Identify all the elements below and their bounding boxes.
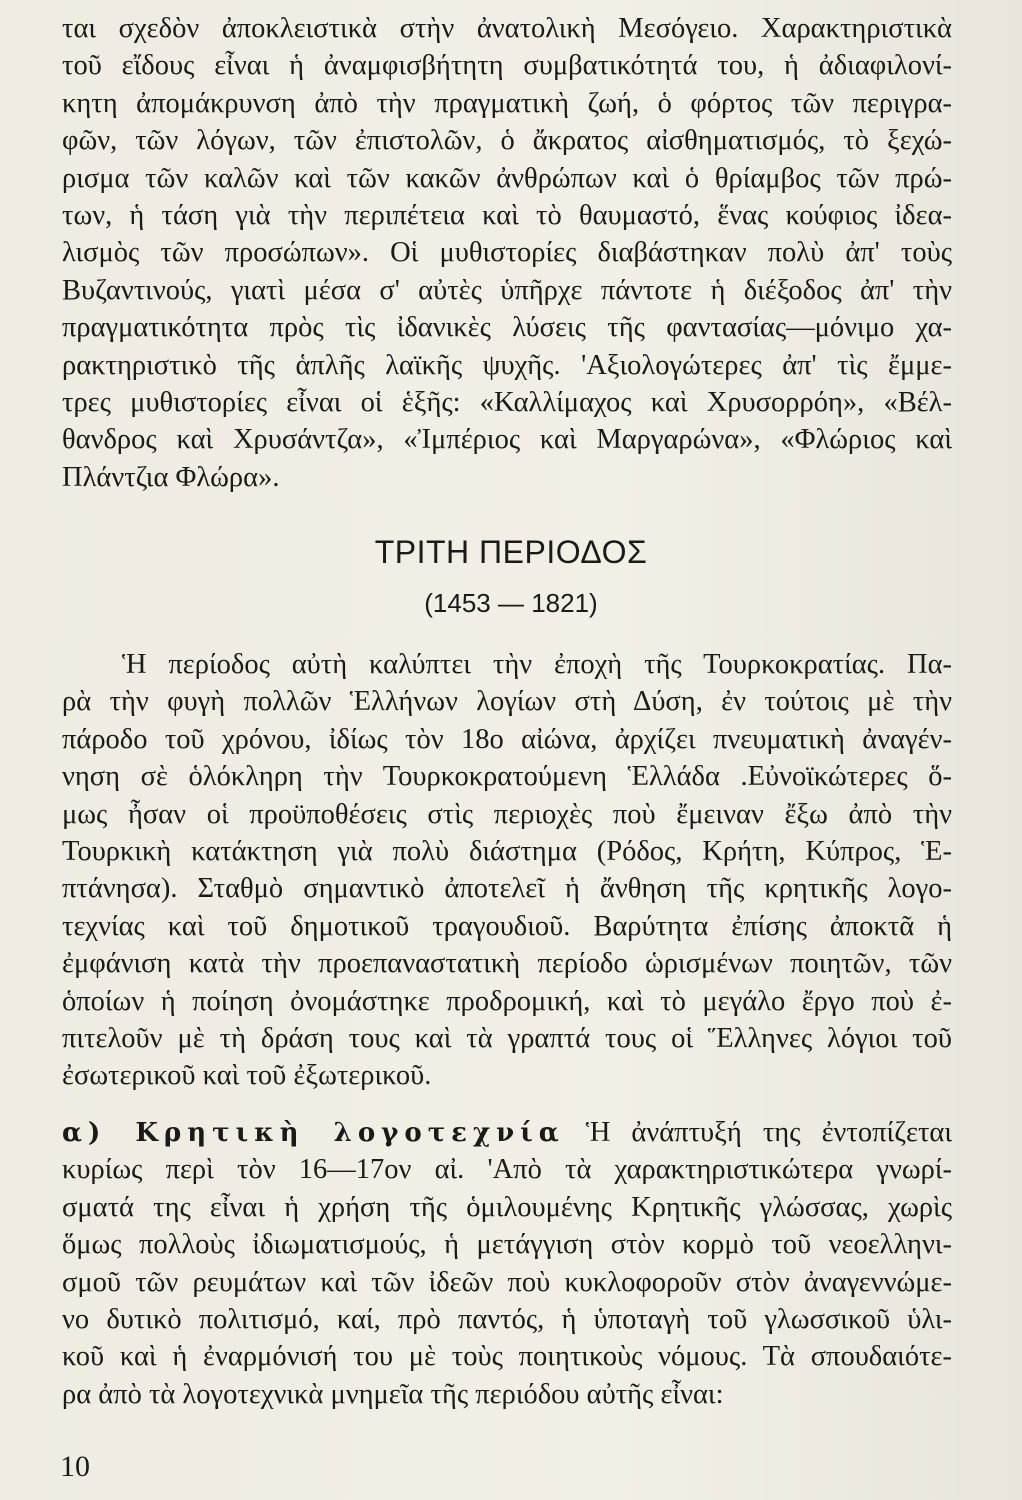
- text-line: ρακτηριστικὸ τῆς ἁπλῆς λαϊκῆς ψυχῆς. 'Αξιολογώτερες ἀπ' τὶς ἔμμε-: [62, 349, 952, 381]
- text-line: κητη ἀπομάκρυνση ἀπὸ τὴν πραγματικὴ ζωή, ὁ φόρτος τῶν περιγρα-: [62, 87, 952, 119]
- text-line: ὁποίων ἡ ποίηση ὀνομάστηκε προδρομική, καὶ τὸ μεγάλο ἔργο ποὺ ἐ-: [62, 985, 952, 1017]
- text-line: φῶν, τῶν λόγων, τῶν ἐπιστολῶν, ὁ ἄκρατος αἰσθηματισμός, τὸ ξεχώ-: [62, 125, 952, 157]
- text-line: σμοῦ τῶν ρευμάτων καὶ τῶν ἰδεῶν ποὺ κυκλοφοροῦν στὸν ἀναγεννώμε-: [62, 1266, 952, 1298]
- text-line: [62, 1114, 952, 1151]
- paragraph-cretan-literature: [62, 1114, 952, 1413]
- text-line: Ἡ περίοδος αὐτὴ καλύπτει τὴν ἐποχὴ τῆς Τουρκοκρατίας. Πα-: [122, 649, 952, 680]
- text-line: Τουρκικὴ κατάκτηση γιὰ πολὺ διάστημα (Ρόδος, Κρήτη, Κύπρος, Ἑ-: [62, 835, 952, 867]
- text-line: σματά της εἶναι ἡ χρήση τῆς ὁμιλουμένης Κρητικῆς γλώσσας, χωρὶς: [62, 1191, 952, 1223]
- text-line: ρα ἀπὸ τὰ λογοτεχνικὰ μνημεῖα τῆς περιόδου αὐτῆς εἶναι:: [62, 1378, 724, 1410]
- subsection-lead: Ἡ ἀνάπτυξή της ἐντοπίζεται: [585, 1117, 953, 1148]
- text-line: τρες μυθιστορίες εἶναι οἱ ἑξῆς: «Καλλίμαχος καὶ Χρυσορρόη», «Βέλ-: [62, 386, 952, 418]
- text-line: ται σχεδὸν ἀποκλειστικὰ στὴν ἀνατολικὴ Μεσόγειο. Χαρακτηριστικὰ: [62, 13, 952, 44]
- paragraph-continuation: [62, 10, 952, 496]
- subsection-label: α) Κρητικὴ λογοτεχνία: [62, 1118, 565, 1148]
- text-line: ρισμα τῶν καλῶν καὶ τῶν κακῶν ἀνθρώπων καὶ ὁ θρίαμβος τῶν πρώ-: [62, 162, 952, 194]
- text-line: των, ἡ τάση γιὰ τὴν περιπέτεια καὶ τὸ θαυμαστό, ἕνας κούφιος ἰδεα-: [62, 199, 952, 231]
- text-line: κυρίως περὶ τὸν 16—17ον αἰ. 'Απὸ τὰ χαρακτηριστικώτερα γνωρί-: [62, 1154, 952, 1186]
- paragraph-turkish-period: [62, 646, 952, 1095]
- text-line: Πλάντζια Φλώρα».: [62, 461, 280, 493]
- text-line: Βυζαντινούς, γιατὶ μέσα σ' αὐτὲς ὑπῆρχε πάντοτε ἡ διέξοδος ἀπ' τὴν: [62, 274, 952, 306]
- text-line: κοῦ καὶ ἡ ἐναρμόνισή του μὲ τοὺς ποιητικοὺς νόμους. Τὰ σπουδαιότε-: [62, 1341, 952, 1373]
- text-line: τοῦ εἴδους εἶναι ἡ ἀναμφισβήτητη συμβατικότητά του, ἡ ἀδιαφιλονί-: [62, 50, 952, 82]
- page-number: 10: [60, 1450, 90, 1483]
- section-years: (1453 — 1821): [424, 588, 598, 618]
- text-line: νηση σὲ ὁλόκληρη τὴν Τουρκοκρατούμενη Ἑλλάδα .Εὐνοϊκώτερες ὅ-: [62, 761, 952, 793]
- text-line: νο δυτικὸ πολιτισμό, καί, πρὸ παντός, ἡ ὑποταγὴ τοῦ γλωσσικοῦ ὑλι-: [62, 1303, 952, 1335]
- text-line: θανδρος καὶ Χρυσάντζα», «Ἰμπέριος καὶ Μαργαρώνα», «Φλώριος καὶ: [62, 424, 952, 456]
- text-line: ἐσωτερικοῦ καὶ τοῦ ἐξωτερικοῦ.: [62, 1060, 432, 1092]
- text-line: λισμὸς τῶν προσώπων». Οἱ μυθιστορίες διαβάστηκαν πολὺ ἀπ' τοὺς: [62, 237, 952, 269]
- text-line: πραγματικότητα πρὸς τὶς ἰδανικὲς λύσεις τῆς φαντασίας—μόνιμο χα-: [62, 312, 952, 344]
- text-line: πτάνησα). Σταθμὸ σημαντικὸ ἀποτελεῖ ἡ ἄνθηση τῆς κρητικῆς λογο-: [62, 873, 952, 905]
- text-line: ἐμφάνιση κατὰ τὴν προεπαναστατικὴ περίοδο ὡρισμένων ποιητῶν, τῶν: [62, 948, 952, 980]
- section-title: ΤΡΙΤΗ ΠΕΡΙΟΔΟΣ: [374, 534, 648, 570]
- text-line: ὅμως πολλοὺς ἰδιωματισμούς, ἡ μετάγγιση στὸν κορμὸ τοῦ νεοελληνι-: [62, 1229, 952, 1261]
- text-line: πιτελοῦν μὲ τὴ δράση τους καὶ τὰ γραπτά τους οἱ Ἕλληνες λόγιοι τοῦ: [62, 1022, 952, 1054]
- text-line: ρὰ τὴν φυγὴ πολλῶν Ἑλλήνων λογίων στὴ Δύση, ἐν τούτοις μὲ τὴν: [62, 686, 952, 718]
- text-line: τεχνίας καὶ τοῦ δημοτικοῦ τραγουδιοῦ. Βαρύτητα ἐπίσης ἀποκτᾶ ἡ: [62, 910, 952, 942]
- text-line: πάροδο τοῦ χρόνου, ἰδίως τὸν 18ο αἰώνα, ἀρχίζει πνευματικὴ ἀναγέν-: [62, 723, 952, 755]
- text-line: μως ἦσαν οἱ προϋποθέσεις στὶς περιοχὲς ποὺ ἔμειναν ἔξω ἀπὸ τὴν: [62, 798, 952, 830]
